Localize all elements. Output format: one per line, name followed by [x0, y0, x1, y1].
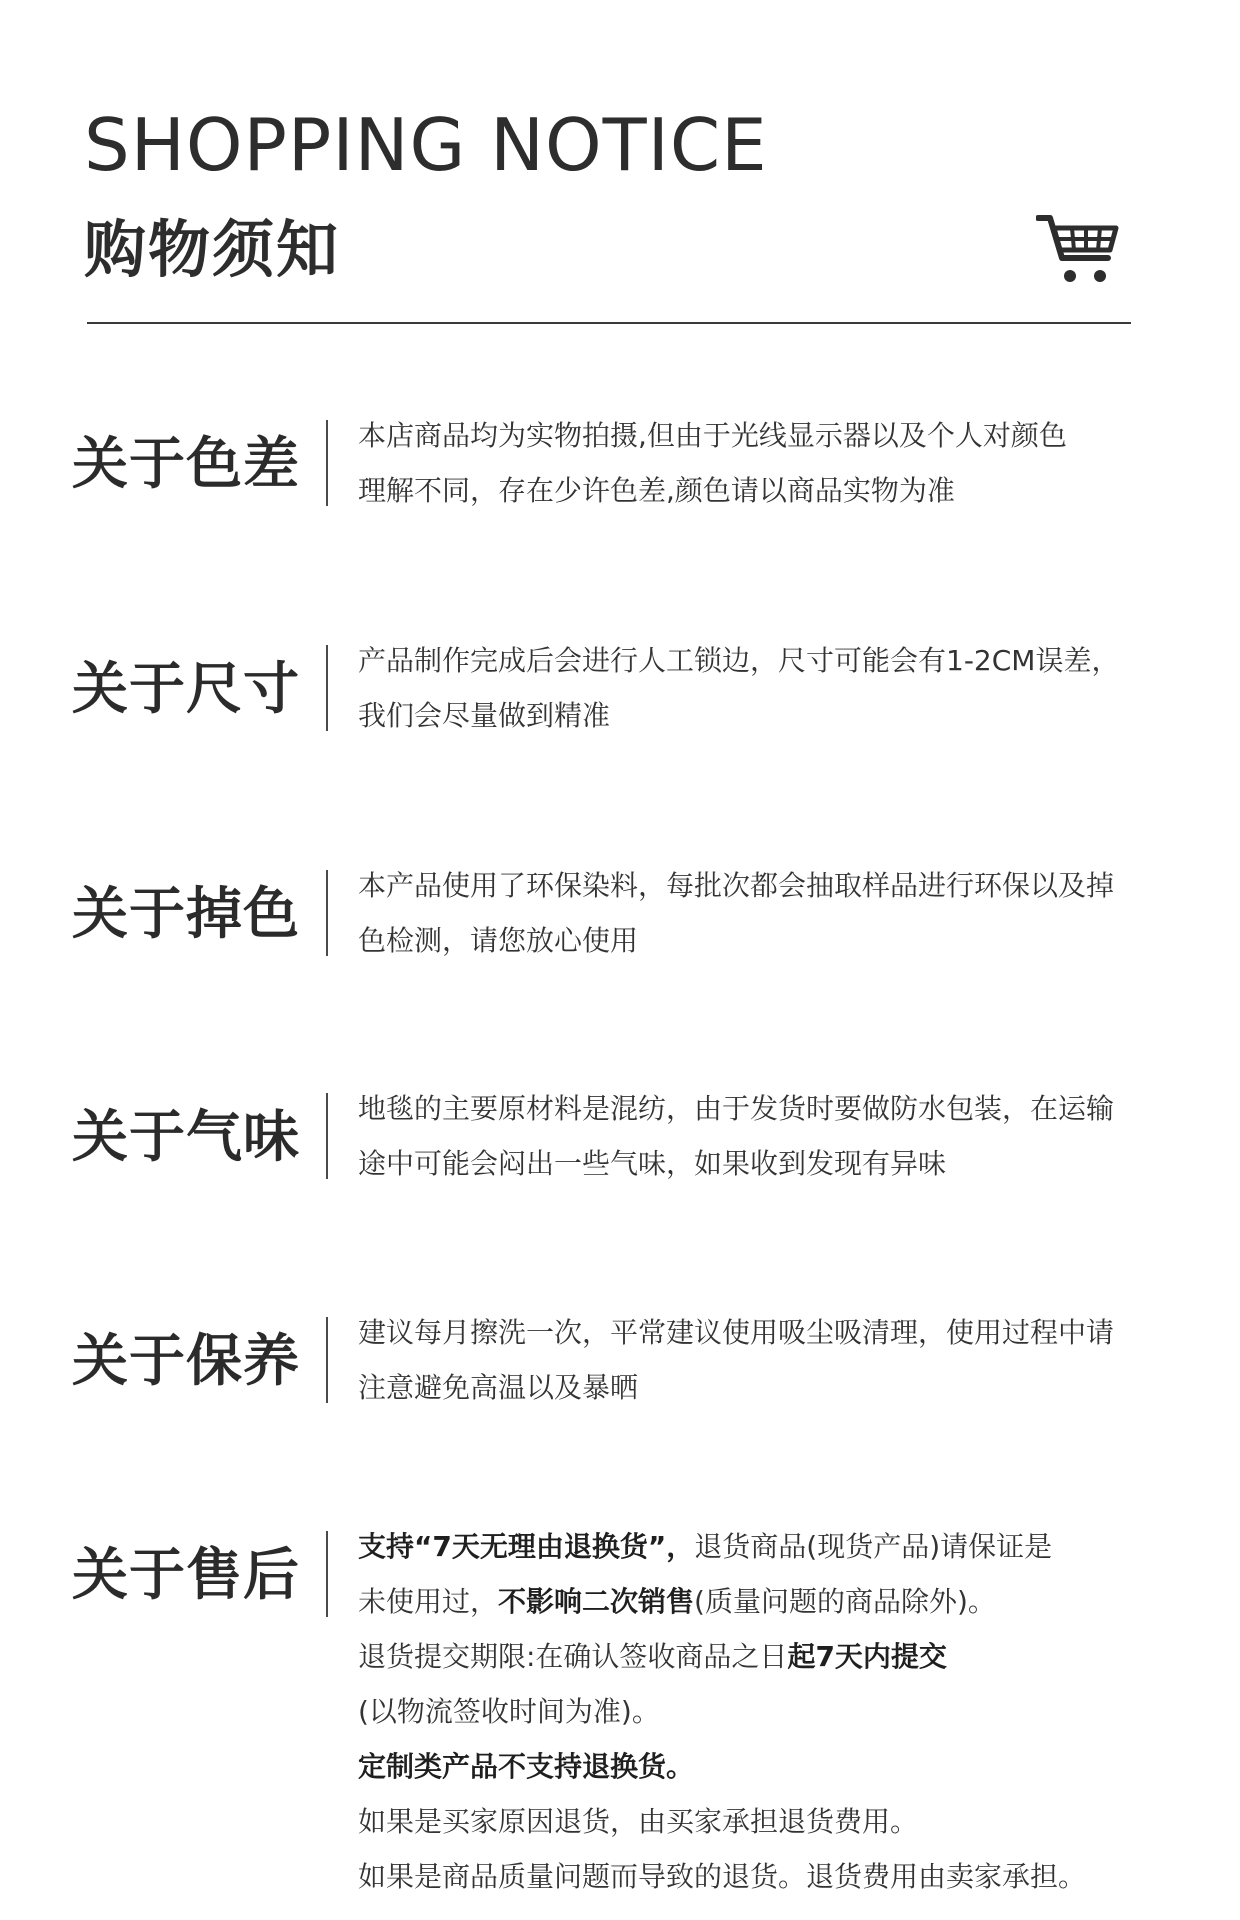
bold-text: 支持“7天无理由退换货”， — [358, 1530, 695, 1563]
section-text-line — [358, 1629, 1158, 1684]
section-body — [358, 633, 1158, 743]
regular-text: 退货提交期限:在确认签收商品之日 — [358, 1640, 788, 1673]
section-text-line: 定制类产品不支持退换货。 — [358, 1750, 695, 1783]
header-divider — [87, 322, 1131, 324]
section-divider-bar — [326, 645, 328, 731]
section-text-line — [358, 1519, 1158, 1574]
header-title-en: SHOPPING NOTICE — [84, 103, 768, 187]
section-title: 关于掉色 — [72, 882, 300, 947]
section-text-line: 如果是商品质量问题而导致的退货。退货费用由卖家承担。 — [358, 1860, 1087, 1893]
section-text-line: (以物流签收时间为准)。 — [358, 1695, 660, 1728]
section-body — [358, 858, 1158, 968]
section-text-line: 我们会尽量做到精准 — [358, 699, 611, 732]
section-title: 关于气味 — [72, 1105, 300, 1170]
header-title-cn: 购物须知 — [84, 213, 341, 286]
section-title: 关于保养 — [72, 1329, 300, 1394]
bold-text: 起7天内提交 — [787, 1640, 947, 1673]
section-body — [358, 408, 1158, 518]
section-body — [358, 1081, 1158, 1191]
section-divider-bar — [326, 420, 328, 506]
section-divider-bar — [326, 1093, 328, 1179]
section-text-line: 产品制作完成后会进行人工锁边，尺寸可能会有1-2CM误差， — [358, 644, 1120, 677]
section-divider-bar — [326, 1317, 328, 1403]
section-text-line: 理解不同，存在少许色差,颜色请以商品实物为准 — [358, 474, 955, 507]
section-text-line — [358, 1574, 1158, 1629]
regular-text: 未使用过， — [358, 1585, 499, 1618]
section-text-line: 如果是买家原因退货，由买家承担退货费用。 — [358, 1805, 919, 1838]
shopping-cart-icon — [1036, 214, 1120, 286]
section-text-line: 地毯的主要原材料是混纺，由于发货时要做防水包装，在运输 — [358, 1092, 1115, 1125]
section-title: 关于售后 — [72, 1543, 300, 1608]
section-text-line: 途中可能会闷出一些气味，如果收到发现有异味 — [358, 1147, 947, 1180]
section-text-line: 本店商品均为实物拍摄,但由于光线显示器以及个人对颜色 — [358, 419, 1067, 452]
section-title: 关于色差 — [72, 432, 300, 497]
bold-text: 不影响二次销售 — [498, 1585, 695, 1618]
section-title: 关于尺寸 — [72, 657, 300, 722]
regular-text: 退货商品(现货产品)请保证是 — [694, 1530, 1053, 1563]
section-text-line: 注意避免高温以及暴晒 — [358, 1371, 639, 1404]
section-body — [358, 1305, 1158, 1415]
section-divider-bar — [326, 870, 328, 956]
section-body — [358, 1519, 1158, 1904]
section-text-line: 建议每月擦洗一次，平常建议使用吸尘吸清理，使用过程中请 — [358, 1316, 1115, 1349]
section-text-line: 色检测，请您放心使用 — [358, 924, 639, 957]
regular-text: (质量问题的商品除外)。 — [694, 1585, 996, 1618]
section-divider-bar — [326, 1531, 328, 1617]
section-text-line: 本产品使用了环保染料，每批次都会抽取样品进行环保以及掉 — [358, 869, 1115, 902]
